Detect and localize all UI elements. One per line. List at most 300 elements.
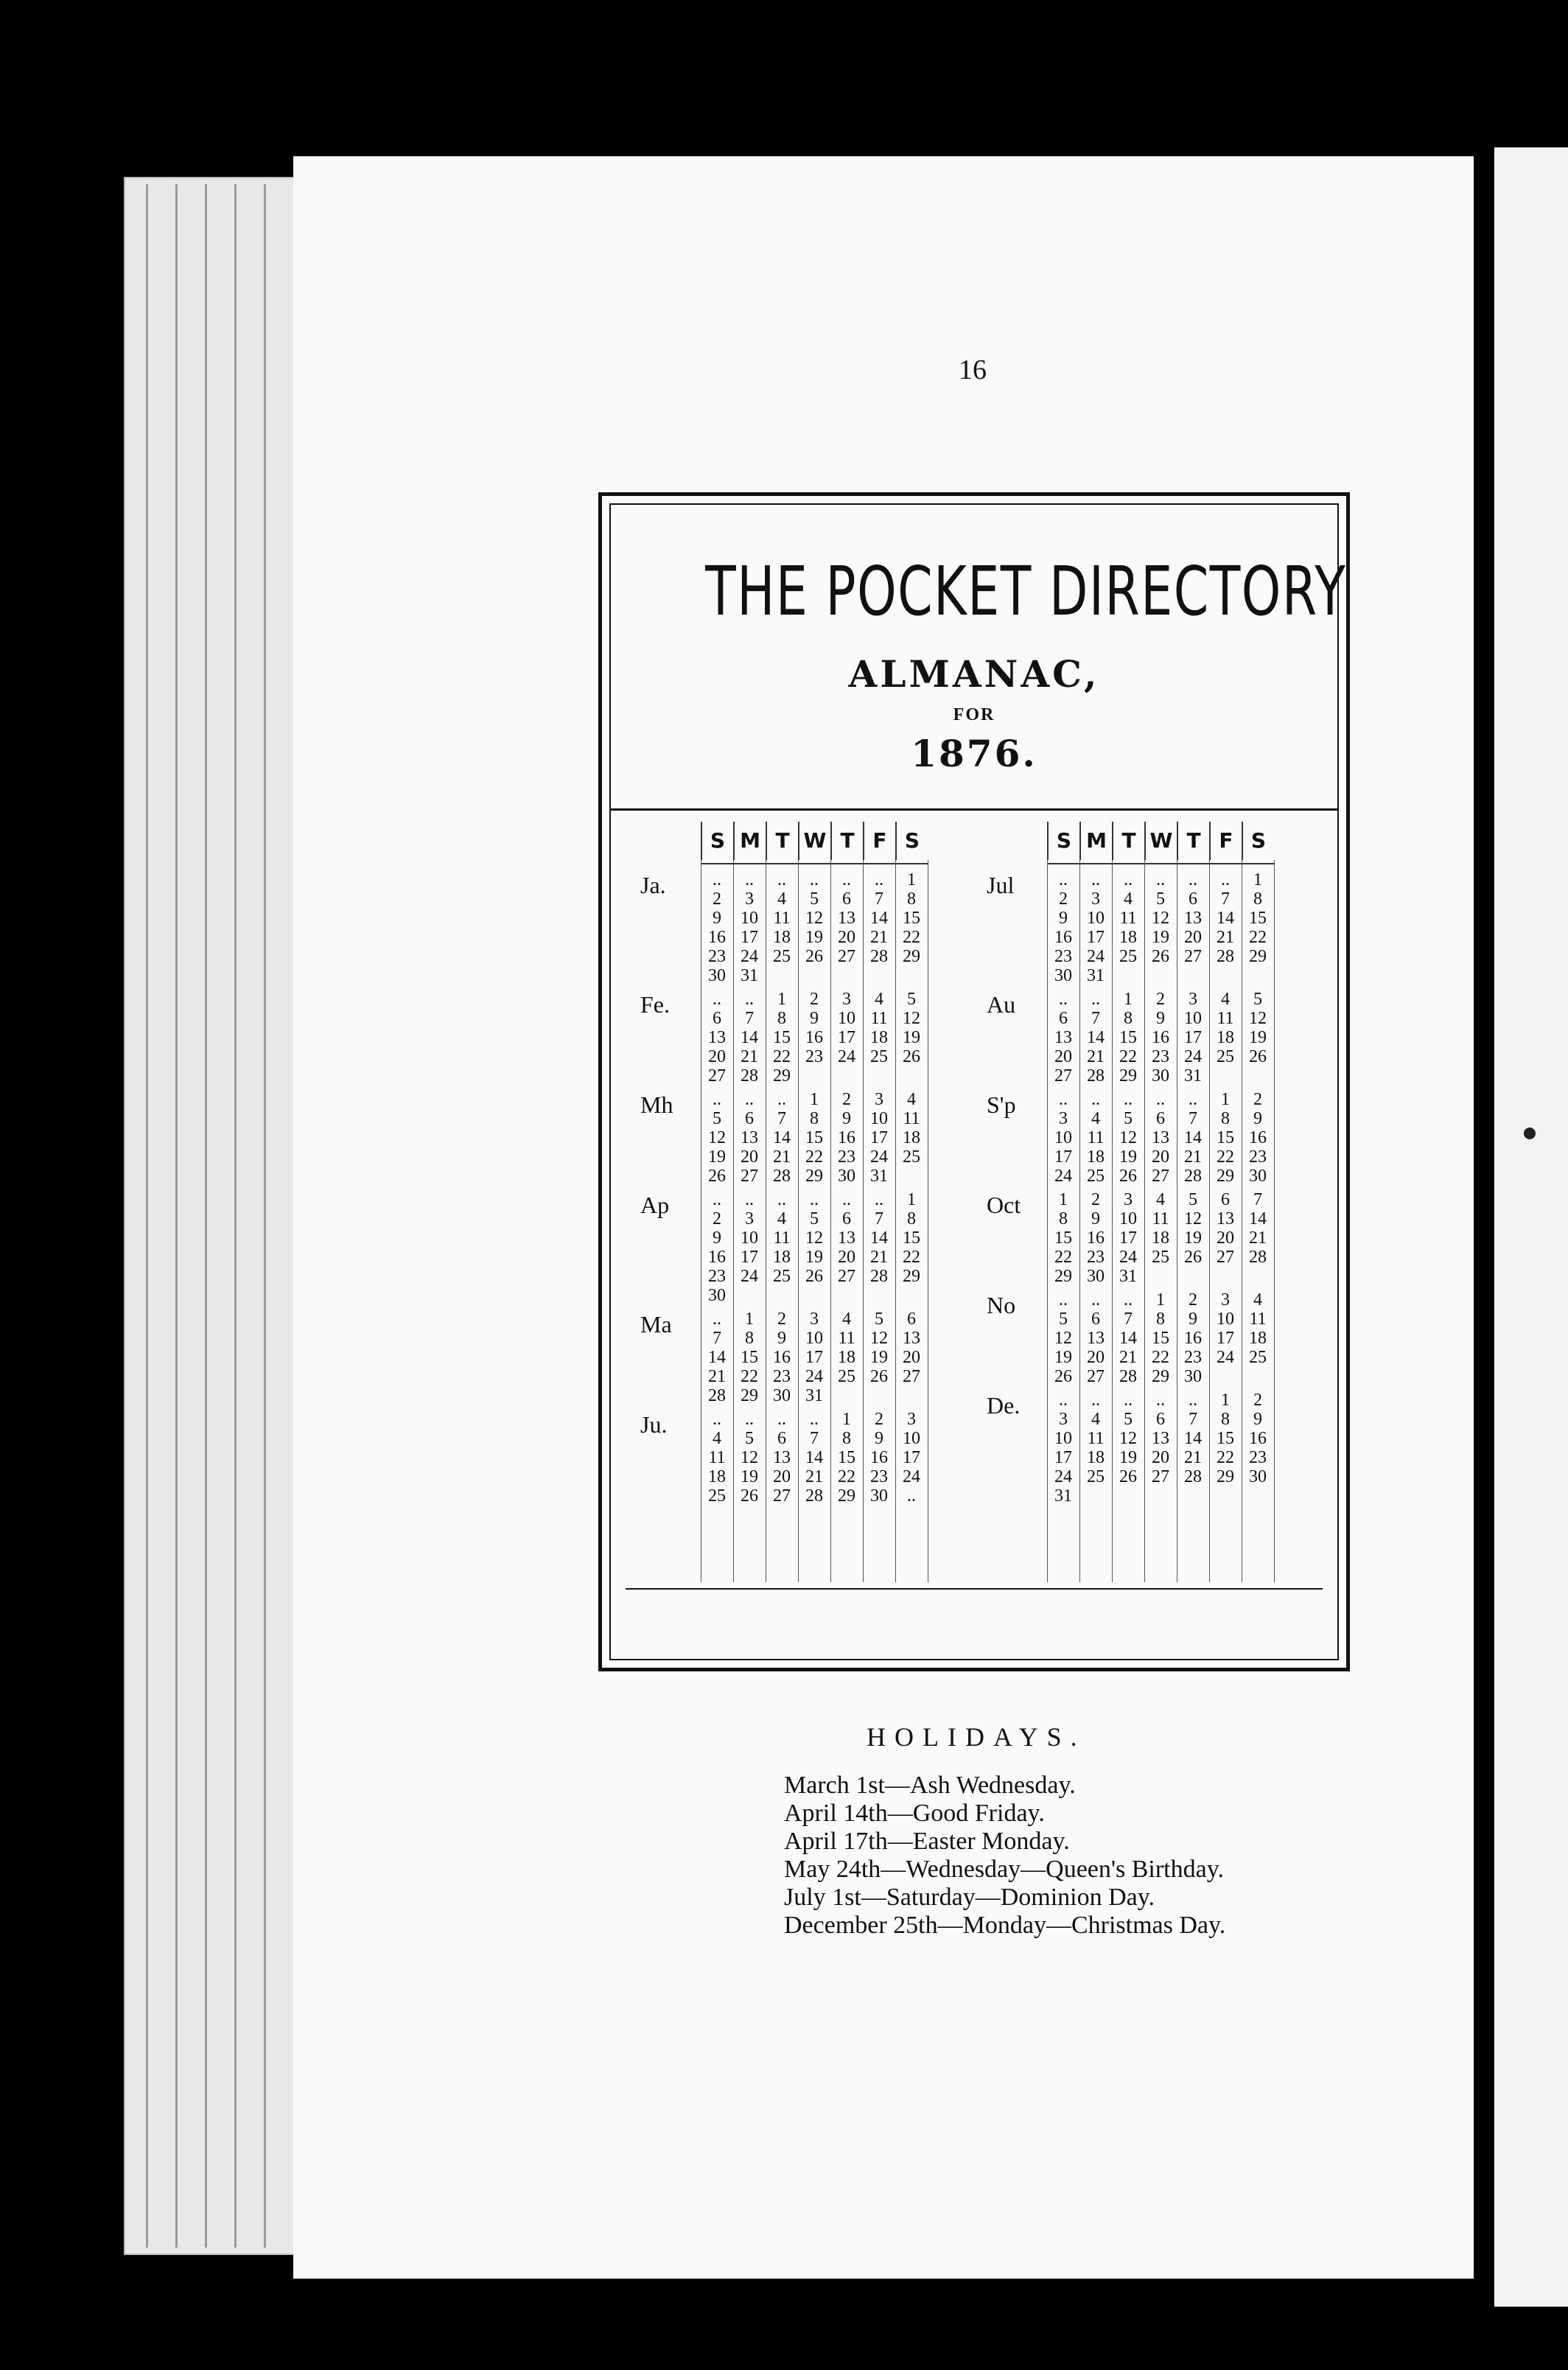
day-cell [895,966,928,985]
week-row [701,1209,928,1228]
day-cell: 9 [875,1429,883,1448]
day-cell: 15 [1217,1128,1234,1147]
day-cell: 7 [1221,889,1230,909]
day-cell: 18 [870,1028,888,1047]
day-cell: .. [1091,1391,1100,1410]
day-cell: 14 [1249,1209,1267,1228]
month-block [701,1090,928,1186]
day-cell: .. [842,1190,851,1209]
day-cell: 15 [903,1228,920,1248]
day-cell: 26 [708,1167,726,1186]
day-cell [830,1066,863,1086]
day-header: M [733,822,766,860]
day-cell: 12 [903,1009,920,1028]
week-row [701,870,928,889]
day-header: W [798,822,830,860]
day-cell: .. [810,870,819,889]
day-cell: 18 [708,1467,726,1486]
day-cell: 6 [1091,1310,1100,1329]
day-cell: 7 [745,1009,754,1028]
day-cell: 1 [907,870,916,889]
day-cell: 2 [713,1209,721,1228]
week-row [1047,1090,1274,1109]
day-header: T [1177,822,1209,860]
day-cell: 29 [1152,1367,1169,1386]
day-cell: 17 [805,1348,823,1367]
day-cell: 11 [1087,1128,1105,1147]
day-cell: 16 [1054,928,1072,947]
day-cell: 20 [1152,1448,1169,1467]
month-label: Oct [987,1192,1021,1218]
day-cell: 25 [1249,1348,1267,1367]
day-header: S [1047,822,1079,860]
month-label: S'p [987,1091,1016,1118]
day-cell: 9 [777,1329,786,1348]
day-cell: 11 [870,1009,888,1028]
day-cell: 16 [708,1248,726,1267]
day-cell: 8 [907,889,916,909]
day-cell: 15 [1217,1429,1234,1448]
day-cell: 17 [1184,1028,1202,1047]
day-cell [1144,1267,1177,1286]
day-cell: 23 [1087,1248,1105,1267]
day-cell: 10 [1119,1209,1137,1228]
day-cell: 11 [1217,1009,1234,1028]
day-cell: 5 [745,1429,754,1448]
day-cell: 24 [903,1467,920,1486]
day-cell [830,1386,863,1405]
day-cell: 31 [1087,966,1105,985]
day-cell [798,1066,830,1086]
day-cell: 26 [741,1486,758,1506]
day-cell: 15 [741,1348,758,1367]
day-cell: .. [875,870,883,889]
day-cell: 26 [1054,1367,1072,1386]
calendar-column-jul-dec [987,822,1333,1588]
day-cell: 30 [1054,966,1072,985]
day-cell: 25 [773,1267,791,1286]
day-cell: 27 [838,947,855,966]
week-row [1047,1109,1274,1128]
day-cell: 22 [838,1467,855,1486]
week-row [1047,1391,1274,1410]
day-cell [1112,1486,1144,1506]
day-cell: 8 [1253,889,1262,909]
day-cell: 12 [870,1329,888,1348]
day-cell: 25 [1087,1467,1105,1486]
day-cell: 23 [870,1467,888,1486]
day-cell: 13 [1054,1028,1072,1047]
month-block [701,1410,928,1506]
week-row [1047,928,1274,947]
page-number: 16 [959,354,987,385]
day-cell: 28 [1119,1367,1137,1386]
day-cell: 3 [1221,1290,1230,1310]
day-cell: 17 [1087,928,1105,947]
day-cell: 14 [870,909,888,928]
day-cell: 3 [875,1090,883,1109]
day-cell: .. [1091,990,1100,1009]
day-cell: 28 [1184,1167,1202,1186]
day-cell: 17 [741,1248,758,1267]
day-cell: 29 [1054,1267,1072,1286]
day-cell: 23 [1152,1047,1169,1066]
day-cell: 13 [773,1448,791,1467]
day-cell: 17 [1054,1448,1072,1467]
day-header: S [701,822,733,860]
day-cell: 1 [1221,1090,1230,1109]
almanac-for-label: FOR [953,705,995,724]
day-cell: 28 [773,1167,791,1186]
day-cell: .. [1124,1391,1133,1410]
day-cell: 1 [1221,1391,1230,1410]
day-cell: 7 [1091,1009,1100,1028]
day-cell [1177,1486,1209,1506]
day-cell: 6 [745,1109,754,1128]
day-cell: 2 [777,1310,786,1329]
day-cell: 14 [1184,1429,1202,1448]
day-cell: 3 [1059,1109,1068,1128]
week-row [1047,1028,1274,1047]
day-cell: 9 [1253,1109,1262,1128]
day-cell: 27 [1152,1467,1169,1486]
day-cell: 17 [1119,1228,1137,1248]
day-cell: .. [777,870,786,889]
day-cell: 4 [777,1209,786,1228]
day-cell: 10 [805,1329,823,1348]
day-cell: 27 [1054,1066,1072,1086]
week-row [1047,1348,1274,1367]
day-cell: .. [1091,1290,1100,1310]
day-cell: 17 [741,928,758,947]
day-cell: 28 [1087,1066,1105,1086]
day-cell: .. [875,1190,883,1209]
day-cell: 11 [773,1228,791,1248]
day-cell: 10 [1217,1310,1234,1329]
day-cell: 6 [777,1429,786,1448]
day-cell: 6 [713,1009,721,1028]
day-cell: .. [1156,1391,1165,1410]
week-row [701,1348,928,1367]
day-cell [895,1167,928,1186]
day-cell: 9 [713,909,721,928]
day-cell: 16 [1249,1429,1267,1448]
day-cell: 14 [805,1448,823,1467]
week-row [1047,1267,1274,1286]
day-cell: 1 [842,1410,851,1429]
day-cell: 19 [903,1028,920,1047]
day-cell: 22 [1054,1248,1072,1267]
week-row [701,1028,928,1047]
holiday-item: April 14th—Good Friday. [784,1800,1045,1827]
almanac-frame [598,492,1350,1671]
day-cell: 3 [842,990,851,1009]
day-cell: 2 [1059,889,1068,909]
day-cell: 12 [708,1128,726,1147]
week-row [701,1310,928,1329]
day-cell: 22 [1249,928,1267,947]
day-cell: 13 [1087,1329,1105,1348]
ink-mark [1524,1128,1536,1139]
week-row [701,1367,928,1386]
day-cell: 27 [773,1486,791,1506]
day-cell: 4 [1124,889,1133,909]
day-cell [766,966,798,985]
day-cell [1209,1267,1242,1286]
day-cell: 13 [1152,1429,1169,1448]
day-cell: 8 [1124,1009,1133,1028]
day-cell: 19 [741,1467,758,1486]
day-cell: 4 [875,990,883,1009]
day-cell [1242,1367,1274,1386]
day-cell: 26 [903,1047,920,1066]
day-cell: 1 [1156,1290,1165,1310]
day-cell: .. [745,870,754,889]
week-row [701,1286,928,1305]
day-cell: 10 [903,1429,920,1448]
day-cell: .. [1059,1090,1068,1109]
day-cell: .. [1091,870,1100,889]
day-cell: 2 [1253,1090,1262,1109]
day-cell [1242,1066,1274,1086]
facing-page-edge [1494,147,1568,2307]
day-cell: 7 [777,1109,786,1128]
month-block [1047,870,1274,985]
day-cell: 26 [1249,1047,1267,1066]
day-cell: 23 [1054,947,1072,966]
day-cell: 21 [1249,1228,1267,1248]
day-cell: 8 [1156,1310,1165,1329]
day-cell [766,1286,798,1305]
day-cell [1242,966,1274,985]
day-cell: 11 [773,909,791,928]
day-cell: 1 [1124,990,1133,1009]
day-cell [863,1386,895,1405]
day-cell: 15 [1054,1228,1072,1248]
day-cell: 21 [741,1047,758,1066]
day-cell: .. [745,990,754,1009]
day-cell: .. [1156,1090,1165,1109]
day-cell: 11 [1119,909,1137,928]
week-row [1047,1248,1274,1267]
day-cell: 31 [1119,1267,1137,1286]
day-cell: 22 [805,1147,823,1167]
day-cell: 28 [870,947,888,966]
day-cell: 28 [741,1066,758,1086]
day-cell: 26 [1119,1467,1137,1486]
day-cell: 14 [773,1128,791,1147]
day-cell: 13 [741,1128,758,1147]
almanac-year: 1876. [911,732,1037,775]
day-cell: 24 [805,1367,823,1386]
day-cell: 16 [773,1348,791,1367]
month-block [1047,1391,1274,1506]
day-cell: 24 [870,1147,888,1167]
day-cell: 4 [907,1090,916,1109]
week-row [1047,1410,1274,1429]
day-cell [798,1286,830,1305]
week-row [1047,1310,1274,1329]
day-cell: 30 [1249,1467,1267,1486]
day-cell: 12 [805,909,823,928]
month-label: Jul [987,872,1015,898]
day-cell: .. [713,1190,721,1209]
day-cell: 31 [1184,1066,1202,1086]
week-row [701,1128,928,1147]
day-header: W [1144,822,1177,860]
almanac-title-block [611,505,1347,811]
day-cell: 2 [1189,1290,1197,1310]
day-cell: 23 [1184,1348,1202,1367]
day-cell: .. [1124,1090,1133,1109]
day-cell: 19 [805,928,823,947]
week-row [701,966,928,985]
day-cell: 26 [1119,1167,1137,1186]
day-header: T [1112,822,1144,860]
day-cell: 22 [741,1367,758,1386]
day-cell: 7 [713,1329,721,1348]
day-cell: 10 [838,1009,855,1028]
day-cell: 10 [870,1109,888,1128]
day-cell: .. [810,1410,819,1429]
day-cell: 27 [1217,1248,1234,1267]
week-row [1047,1467,1274,1486]
day-cell: 2 [1156,990,1165,1009]
day-cell: 17 [838,1028,855,1047]
day-cell: 9 [1156,1009,1165,1028]
day-cell: 13 [903,1329,920,1348]
day-cell: .. [1189,1391,1197,1410]
day-cell [830,1286,863,1305]
day-cell: 7 [1189,1410,1197,1429]
day-cell: 19 [1054,1348,1072,1367]
day-cell: 30 [1184,1367,1202,1386]
day-cell: 26 [805,1267,823,1286]
day-cell: 15 [1119,1028,1137,1047]
holiday-item: April 17th—Easter Monday. [784,1828,1070,1855]
day-cell: .. [745,1190,754,1209]
day-cell: 6 [1156,1109,1165,1128]
day-cell: 28 [1217,947,1234,966]
holidays-title: HOLIDAYS. [867,1722,1086,1752]
day-cell: 15 [838,1448,855,1467]
day-cell: 14 [1119,1329,1137,1348]
day-cell: 25 [708,1486,726,1506]
day-cell: 19 [1152,928,1169,947]
day-cell: 5 [810,889,819,909]
week-row [1047,1486,1274,1506]
week-row [701,1009,928,1028]
day-cell: 6 [1156,1410,1165,1429]
day-cell: 9 [842,1109,851,1128]
day-cell: 26 [805,947,823,966]
month-block [701,990,928,1086]
day-cell: 12 [1184,1209,1202,1228]
day-cell: 25 [1087,1167,1105,1186]
day-header: M [1079,822,1112,860]
day-cell: 18 [1087,1147,1105,1167]
day-cell: 14 [870,1228,888,1248]
week-row [701,1267,928,1286]
day-header: T [830,822,863,860]
day-cell: 13 [838,1228,855,1248]
day-cell: 24 [1184,1047,1202,1066]
day-cell: 3 [1189,990,1197,1009]
day-header: F [863,822,895,860]
day-cell: 18 [903,1128,920,1147]
day-cell: .. [1124,1290,1133,1310]
day-cell: 17 [1217,1329,1234,1348]
day-cell: 19 [708,1147,726,1167]
day-cell: 24 [1087,947,1105,966]
almanac-inner-border [609,503,1347,1660]
day-cell: .. [713,1410,721,1429]
day-cell: 24 [1119,1248,1137,1267]
day-cell: 29 [773,1066,791,1086]
day-cell: 29 [903,1267,920,1286]
day-cell: 4 [1221,990,1230,1009]
holiday-item: March 1st—Ash Wednesday. [784,1772,1076,1799]
holiday-item: May 24th—Wednesday—Queen's Birthday. [784,1856,1225,1883]
day-cell: 28 [708,1386,726,1405]
month-block [1047,1090,1274,1186]
day-cell: 6 [907,1310,916,1329]
day-cell: 31 [805,1386,823,1405]
day-cell: 22 [903,928,920,947]
month-block [1047,1290,1274,1386]
day-cell: 16 [838,1128,855,1147]
day-cell: 16 [1087,1228,1105,1248]
day-cell: 2 [810,990,819,1009]
day-cell: 7 [875,889,883,909]
page-stack-edges [124,177,301,2255]
day-cell: .. [777,1410,786,1429]
day-cell: .. [907,1486,916,1506]
day-cell: 27 [838,1267,855,1286]
almanac-title: THE POCKET DIRECTORY [705,552,1347,631]
day-cell: 14 [741,1028,758,1047]
day-cell: 30 [1249,1167,1267,1186]
day-cell [1209,1066,1242,1086]
day-cell: 6 [1221,1190,1230,1209]
day-cell: 5 [1189,1190,1197,1209]
calendar-bottom-rule [626,1588,1323,1590]
day-cell: 9 [1253,1410,1262,1429]
day-cell: 30 [838,1167,855,1186]
day-cell: 25 [1119,947,1137,966]
day-cell: 12 [1054,1329,1072,1348]
day-cell: 30 [708,1286,726,1305]
day-cell: 1 [777,990,786,1009]
day-cell: 24 [741,947,758,966]
day-cell [1209,1486,1242,1506]
day-cell: 26 [1184,1248,1202,1267]
week-row [701,1167,928,1186]
day-cell: 24 [741,1267,758,1286]
day-cell: 22 [1217,1147,1234,1167]
day-cell: .. [713,870,721,889]
day-cell: 6 [842,889,851,909]
day-cell: 3 [1091,889,1100,909]
day-cell [1242,1486,1274,1506]
day-cell: 16 [708,928,726,947]
week-row [701,1410,928,1429]
day-cell: 5 [875,1310,883,1329]
day-cell: 18 [1152,1228,1169,1248]
day-cell: 16 [1152,1028,1169,1047]
day-cell: 6 [1059,1009,1068,1028]
day-cell: 29 [1249,947,1267,966]
